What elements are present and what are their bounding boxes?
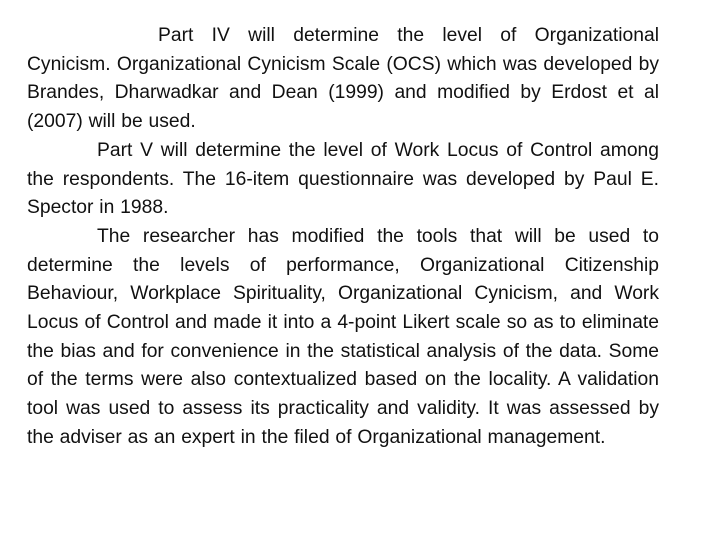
paragraph-modifications: The researcher has modified the tools that will be used to determine the levels of performance, Organizational Citizenship Behaviour, Workplace Spirituality, Organizational Cynicism, and Work Locus of Control and made it into a 4-point Likert scale so as to eliminate the bias and for convenience in the statistical analysis of the data. Some of the terms were also contextualized based on the locality. A validation tool was used to assess its practicality and validity. It was assessed by the adviser as an expert in the filed of Organizational management. bbox=[27, 225, 659, 448]
paragraph-part-v: Part V will determine the level of Work Locus of Control among the respondents. The 16-item questionnaire was developed by Paul E. Spector in 1988. bbox=[27, 139, 659, 219]
paragraph-part-iv: Part IV will determine the level of Organizational Cynicism. Organizational Cynicism Scale (OCS) which was developed by Brandes, Dharwadkar and Dean (1999) and modified by Erdost et al (2007) will be used. bbox=[27, 25, 659, 133]
document-body bbox=[27, 22, 659, 453]
